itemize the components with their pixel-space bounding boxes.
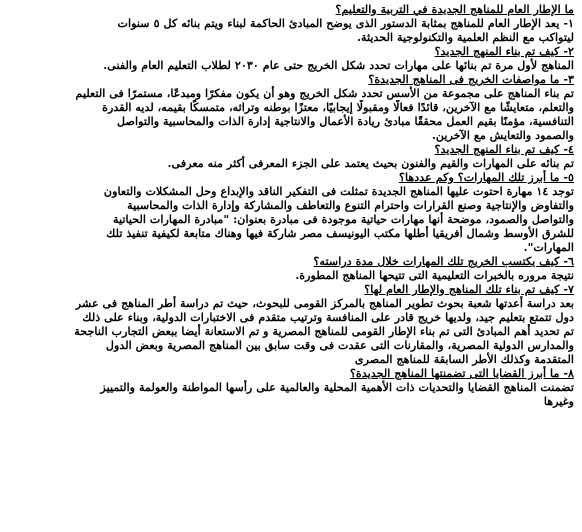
body-text-line: تم تحديد أهم المبادئ التى تم بناء الإطار القومى للمناهج المصرية و تم الاستعانة أيضا ببعض التجارب الناجحة — [74, 324, 574, 338]
question-heading: ٤- كيف تم بناء المنهج الجديد؟ — [434, 142, 574, 156]
body-text-line: والتفاوض والإنتاجية وصنع القرارات واحترام التنوع والتعاطف والمشاركة وإدارة الذات والمحاسبية — [127, 198, 574, 212]
body-text-line: التنافسية، مؤمنًا بقيم العمل محققًا مبادئ ريادة الأعمال والانتاجية إدارة الذات والمحاسبية والتواصل — [117, 114, 574, 128]
body-text-line: بعد دراسة أعدتها شعبة بحوث تطوير المناهج بالمركز القومى للبحوث، حيث تم دراسة أطر المناهج فى عشر — [75, 296, 574, 310]
body-text-line: وغيرها — [543, 394, 574, 408]
body-text-line: نتيجة مروره بالخبرات التعليمية التى تتيحها المناهج المطورة. — [295, 268, 574, 282]
question-heading: ٥- ما أبرز تلك المهارات؟ وكم عددها؟ — [399, 170, 574, 184]
body-text-line: المناهج لأول مرة تم بنائها على مهارات تحدد شكل الخريج حتى عام ٢٠٣٠ لطلاب التعليم العام والفنى. — [103, 58, 574, 72]
body-text-line: والصمود والتعايش مع الآخرين. — [431, 128, 574, 142]
body-text-line: ١- يعد الإطار العام للمناهج بمثابة الدستور الذى يوضح المبادئ الحاكمة لبناء ويتم بنائه كل ٥ سنوات — [117, 16, 574, 30]
question-heading: ما الإطار العام للمناهج الجديدة في التربية والتعليم؟ — [335, 2, 574, 16]
body-text-line: والتعلم، متعايشًا مع الآخرين، قائدًا فعالًا ومقبولًا إيجابيًا، معتزًا بوطنه وتراثه، متمسكًا بقيمه، لديه القدرة — [102, 100, 574, 114]
body-text-line: المهارات". — [523, 240, 574, 254]
body-text-line: تم بناء المناهج على مجموعة من الأسس تحدد شكل الخريج وهو أن يكون مفكرًا ومبدعًا، مستمرًا فى التعليم — [75, 86, 574, 100]
body-text-line: ليتواكب مع النظم العلمية والتكنولوجية الحديثة. — [357, 30, 574, 44]
body-text-line: دول تتمتع بتعليم جيد، ولديها خريج قادر على المنافسة وترتيب متقدم فى الاختبارات الدولية، وبناء على ذلك — [82, 310, 574, 324]
body-text-line: والمدارس الدولية المصرية، والمقارنات التى عقدت فى وقت سابق بين المناهج المصرية وبعض الدول — [105, 338, 574, 352]
body-text-line: تم بنائه على المهارات والقيم والفنون بحيث يعتمد على الجزء المعرفى أكثر منه معرفى. — [167, 156, 574, 170]
question-heading: ٧- كيف تم بناء تلك المناهج والإطار العام لها؟ — [364, 282, 574, 296]
body-text-line: توجد ١٤ مهارة احتوت عليها المناهج الجديدة تمثلت فى التفكير الناقد والإبداع وحل المشكلات والتعاون — [103, 184, 574, 198]
body-text-line: للشرق الأوسط وشمال أفريقيا أطلها مكتب اليونيسف مصر شاركة فيها وهناك متابعة لكيفية تنفيذ تلك — [106, 226, 574, 240]
body-text-line: والتواصل والصمود، موضحة أنها مهارات حياتية موجودة فى مبادرة بعنوان: "مبادرة المهارات الحياتية — [112, 212, 574, 226]
question-heading: ٦- كيف يكتسب الخريج تلك المهارات خلال مدة دراسته؟ — [313, 254, 574, 268]
body-text-line: المتقدمة وكذلك الأطر السابقة للمناهج المصرى — [354, 352, 574, 366]
question-heading: ٣- ما مواصفات الخريج فى المناهج الجديدة؟ — [368, 72, 574, 86]
question-heading: ٢- كيف تم بناء المنهج الجديد؟ — [434, 44, 574, 58]
body-text-line: تضمنت المناهج القضايا والتحديات ذات الأهمية المحلية والعالمية على رأسها المواطنة والعولمة والتمييز — [100, 380, 574, 394]
question-heading: ٨- ما أبرز القضايا التى تضمنتها المناهج الجديدة؟ — [349, 366, 574, 380]
